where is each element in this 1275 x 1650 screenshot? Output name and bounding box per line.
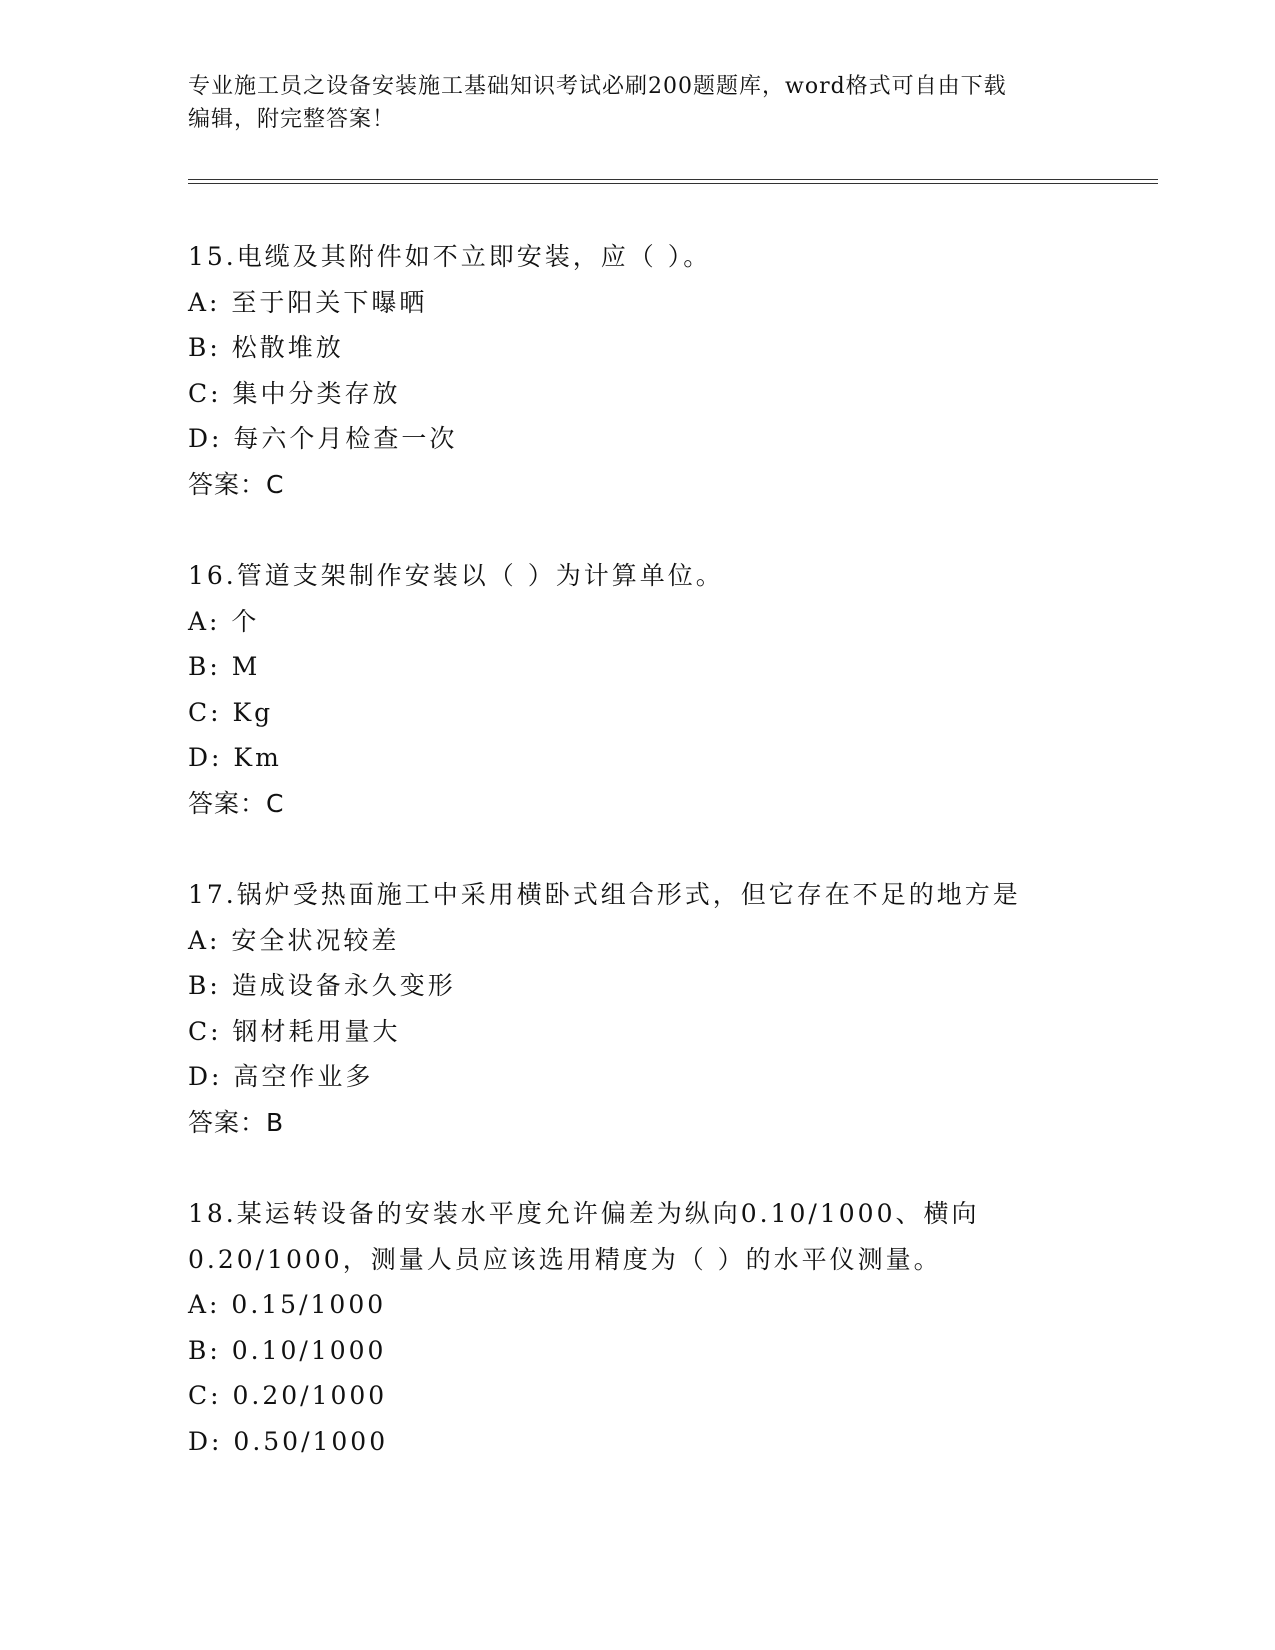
answer-line: 答案：C xyxy=(188,788,285,818)
option-a: A: 至于阳关下曝晒 xyxy=(188,287,428,317)
option-a: A: 个 xyxy=(188,606,260,636)
header-divider-bottom xyxy=(188,183,1158,184)
option-d: D: 0.50/1000 xyxy=(188,1426,389,1456)
option-a: A: 0.15/1000 xyxy=(188,1290,387,1319)
question-17 xyxy=(188,872,1088,1145)
option-b: B: 造成设备永久变形 xyxy=(188,971,456,1000)
option-d: D: Km xyxy=(188,743,282,772)
option-d: D: 高空作业多 xyxy=(188,1062,374,1091)
option-c: C: 0.20/1000 xyxy=(188,1381,388,1410)
header-line-2: 编辑，附完整答案！ xyxy=(188,107,396,132)
option-c: C: 集中分类存放 xyxy=(188,378,401,408)
header-divider-top xyxy=(188,179,1158,180)
question-15 xyxy=(188,234,1088,507)
option-d: D: 每六个月检查一次 xyxy=(188,424,458,453)
question-stem-line-2: 0.20/1000，测量人员应该选用精度为（ ）的水平仪测量。 xyxy=(188,1244,942,1274)
option-b: B: M xyxy=(188,652,261,681)
option-b: B: 0.10/1000 xyxy=(188,1335,387,1365)
question-stem-line-1: 18.某运转设备的安装水平度允许偏差为纵向0.10/1000、横向 xyxy=(188,1199,980,1228)
document-header xyxy=(188,70,1068,136)
question-stem: 15.电缆及其附件如不立即安装，应（ ）。 xyxy=(188,242,712,271)
option-b: B: 松散堆放 xyxy=(188,333,344,362)
question-18 xyxy=(188,1191,1088,1464)
option-a: A: 安全状况较差 xyxy=(188,925,400,955)
answer-line: 答案：C xyxy=(188,469,285,499)
option-c: C: Kg xyxy=(188,697,274,727)
option-c: C: 钢材耗用量大 xyxy=(188,1016,401,1046)
question-16 xyxy=(188,553,1088,826)
answer-line: 答案：B xyxy=(188,1107,285,1137)
question-stem: 17.锅炉受热面施工中采用横卧式组合形式，但它存在不足的地方是 xyxy=(188,880,1021,909)
question-stem: 16.管道支架制作安装以（ ）为计算单位。 xyxy=(188,561,724,590)
header-line-1: 专业施工员之设备安装施工基础知识考试必刷200题题库，word格式可自由下载 xyxy=(188,74,1007,99)
